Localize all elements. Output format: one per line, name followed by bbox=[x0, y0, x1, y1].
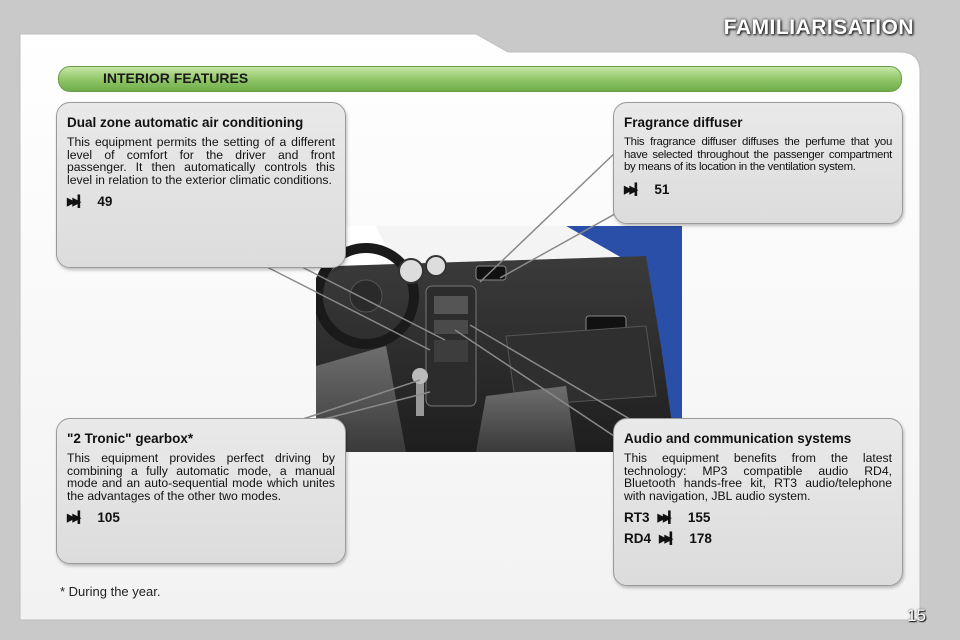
page-reference bbox=[624, 182, 892, 197]
page-reference-number: 178 bbox=[689, 531, 712, 547]
page-reference bbox=[67, 194, 335, 209]
page-reference-number: 105 bbox=[97, 510, 120, 526]
info-box-air-conditioning bbox=[56, 102, 346, 268]
box-title: Dual zone automatic air conditioning bbox=[67, 115, 304, 130]
page-reference-rt3 bbox=[624, 510, 892, 525]
box-title: Audio and communication systems bbox=[624, 431, 852, 446]
section-bar bbox=[58, 66, 902, 92]
info-box-fragrance-diffuser bbox=[613, 102, 903, 224]
system-code: RT3 bbox=[624, 510, 650, 526]
page-reference-icon: ▶▶▎ bbox=[624, 183, 641, 196]
info-box-gearbox bbox=[56, 418, 346, 564]
box-text: This equipment benefits from the latest technology: MP3 compatible audio RD4, Bluetooth hands-free kit, RT3 audio/telephone with navigation, JBL audio system. bbox=[624, 451, 892, 503]
system-code: RD4 bbox=[624, 531, 652, 547]
box-text: This equipment provides perfect driving by combining a fully automatic mode, a manual mode and an auto-sequential mode which unites the advantages of the other two modes. bbox=[67, 451, 335, 503]
page-header-title: FAMILIARISATION bbox=[723, 16, 914, 39]
page-reference-icon: ▶▶▎ bbox=[67, 512, 84, 525]
footnote: * During the year. bbox=[60, 584, 161, 599]
page-number: 15 bbox=[907, 606, 926, 625]
box-text: This equipment permits the setting of a different level of comfort for the driver and front passenger. It then automatically controls this level in relation to the exterior climatic conditions. bbox=[67, 135, 335, 187]
box-text: This fragrance diffuser diffuses the perfume that you have selected throughout the passenger compartment by means of its location in the ventilation system. bbox=[624, 136, 892, 174]
box-title: Fragrance diffuser bbox=[624, 115, 743, 130]
section-title: INTERIOR FEATURES bbox=[103, 70, 249, 86]
page-reference bbox=[67, 510, 335, 525]
page-reference-number: 49 bbox=[97, 194, 113, 210]
page-reference-icon: ▶▶▎ bbox=[657, 512, 674, 525]
info-box-audio-systems bbox=[613, 418, 903, 586]
page-reference-rd4 bbox=[624, 531, 892, 546]
page-reference-icon: ▶▶▎ bbox=[67, 196, 84, 209]
page-reference-number: 155 bbox=[687, 510, 711, 526]
box-title: "2 Tronic" gearbox* bbox=[67, 431, 194, 446]
page-reference-icon: ▶▶▎ bbox=[659, 533, 676, 546]
page-reference-number: 51 bbox=[654, 181, 670, 197]
